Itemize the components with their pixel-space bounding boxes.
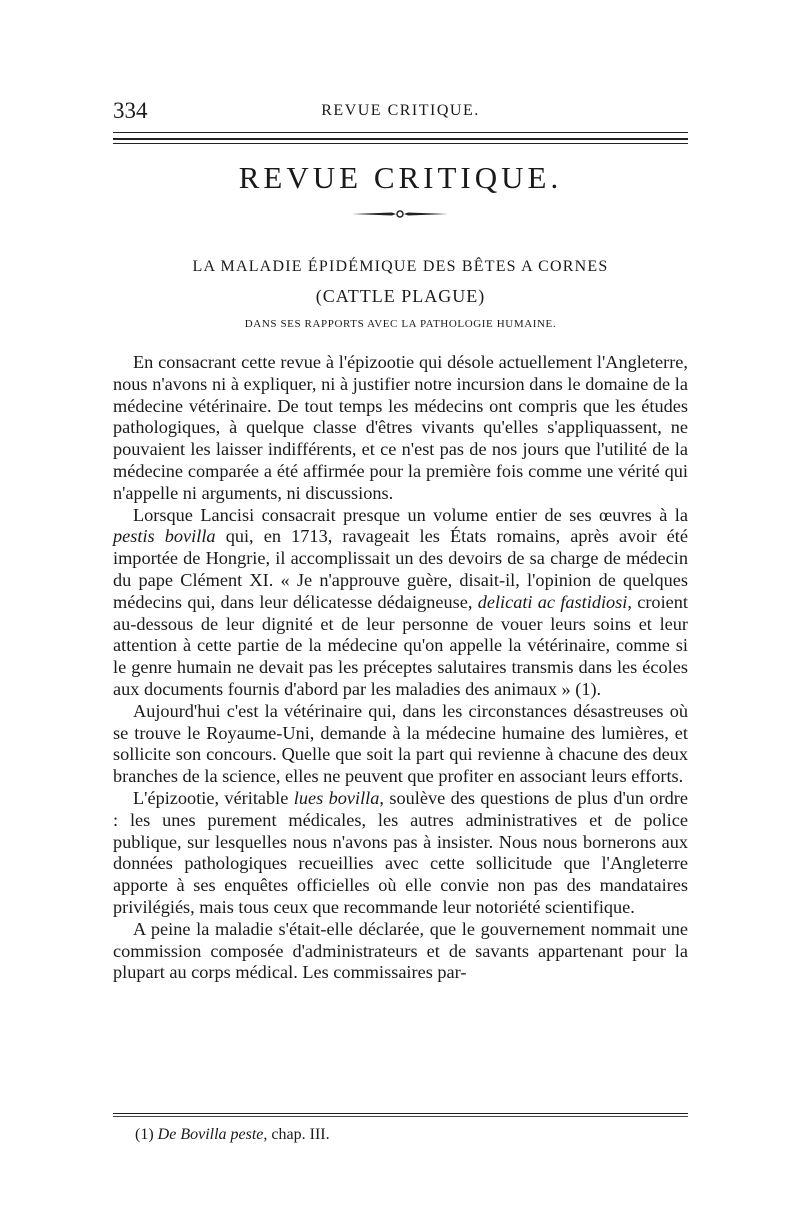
paragraph: A peine la maladie s'était-elle déclarée, que le gouvernement nommait une commission composée d'administrateurs et de savants appartenant pour la plupart au corps médical. Les commissaires par- xyxy=(113,918,688,983)
footnote-rest: chap. III. xyxy=(271,1126,330,1143)
footnote xyxy=(135,1126,330,1144)
article-body xyxy=(113,352,688,984)
paragraph: Aujourd'hui c'est la vétérinaire qui, dans les circonstances désastreuses où se trouve le Royaume-Uni, demande à la médecine humaine des lumières, et sollicite son concours. Quelle que soit la part qui revienne à chacune des deux branches de la science, elles ne peuvent que profiter en associant leurs efforts. xyxy=(113,700,688,787)
header-rule-double xyxy=(113,138,688,140)
footnote-marker: (1) xyxy=(135,1126,154,1143)
running-title: REVUE CRITIQUE. xyxy=(321,102,480,119)
paragraph: L'épizootie, véritable lues bovilla, soulève des questions de plus d'un ordre : les unes purement médicales, les autres administratives et de police publique, sur lesquelles nous n'avons pas à insister. Nous nous bornerons aux données pathologiques recueillies avec cette sollicitude que l'Angleterre apporte à ses enquêtes officielles où elle convie non pas des mandataires privilégiés, mais tous ceux que recommande leur notoriété scientifique. xyxy=(113,787,688,917)
header-rule-top xyxy=(113,132,688,133)
footnote-source: De Bovilla peste, xyxy=(157,1126,268,1143)
article-subtitle: (CATTLE PLAGUE) xyxy=(315,286,486,306)
section-title: REVUE CRITIQUE. xyxy=(238,160,563,195)
page-number: 334 xyxy=(113,98,148,123)
article-subsubtitle: DANS SES RAPPORTS AVEC LA PATHOLOGIE HUMAINE. xyxy=(244,318,557,330)
footnote-rule-secondary xyxy=(113,1116,688,1117)
paragraph: En consacrant cette revue à l'épizootie qui désole actuellement l'Angleterre, nous n'avons ni à expliquer, ni à justifier notre incursion dans le domaine de la médecine vétérinaire. De tout temps les médecins ont compris que les études pathologiques, à quelque classe d'êtres vivants qu'elles s'appliquassent, ne pouvaient les laisser indifférents, et ce n'est pas de nos jours que l'utilité de la médecine comparée a été affirmée pour la première fois comme une vérité qui n'appelle ni arguments, ni discussions. xyxy=(113,352,688,503)
running-head xyxy=(113,98,688,128)
footnote-rule xyxy=(113,1113,688,1114)
header-rule-bottom xyxy=(113,143,688,144)
ornament-divider xyxy=(350,208,450,220)
article-title: LA MALADIE ÉPIDÉMIQUE DES BÊTES A CORNES xyxy=(192,258,609,275)
paragraph: Lorsque Lancisi consacrait presque un volume entier de ses œuvres à la pestis bovilla qui, en 1713, ravageait les États romains, après avoir été importée de Hongrie, il accomplissait un des devoirs de sa charge de médecin du pape Clément XI. « Je n'approuve guère, disait-il, l'opinion de quelques médecins qui, dans leur délicatesse dédaigneuse, delicati ac fastidiosi, croient au-dessous de leur dignité et de leur personne de vouer leurs soins et leur attention à cette partie de la médecine qu'on appelle la vétérinaire, comme si le genre humain ne devait pas les préceptes salutaires transmis dans les écoles aux documents fournis d'abord par les maladies des animaux » (1). xyxy=(113,504,688,699)
